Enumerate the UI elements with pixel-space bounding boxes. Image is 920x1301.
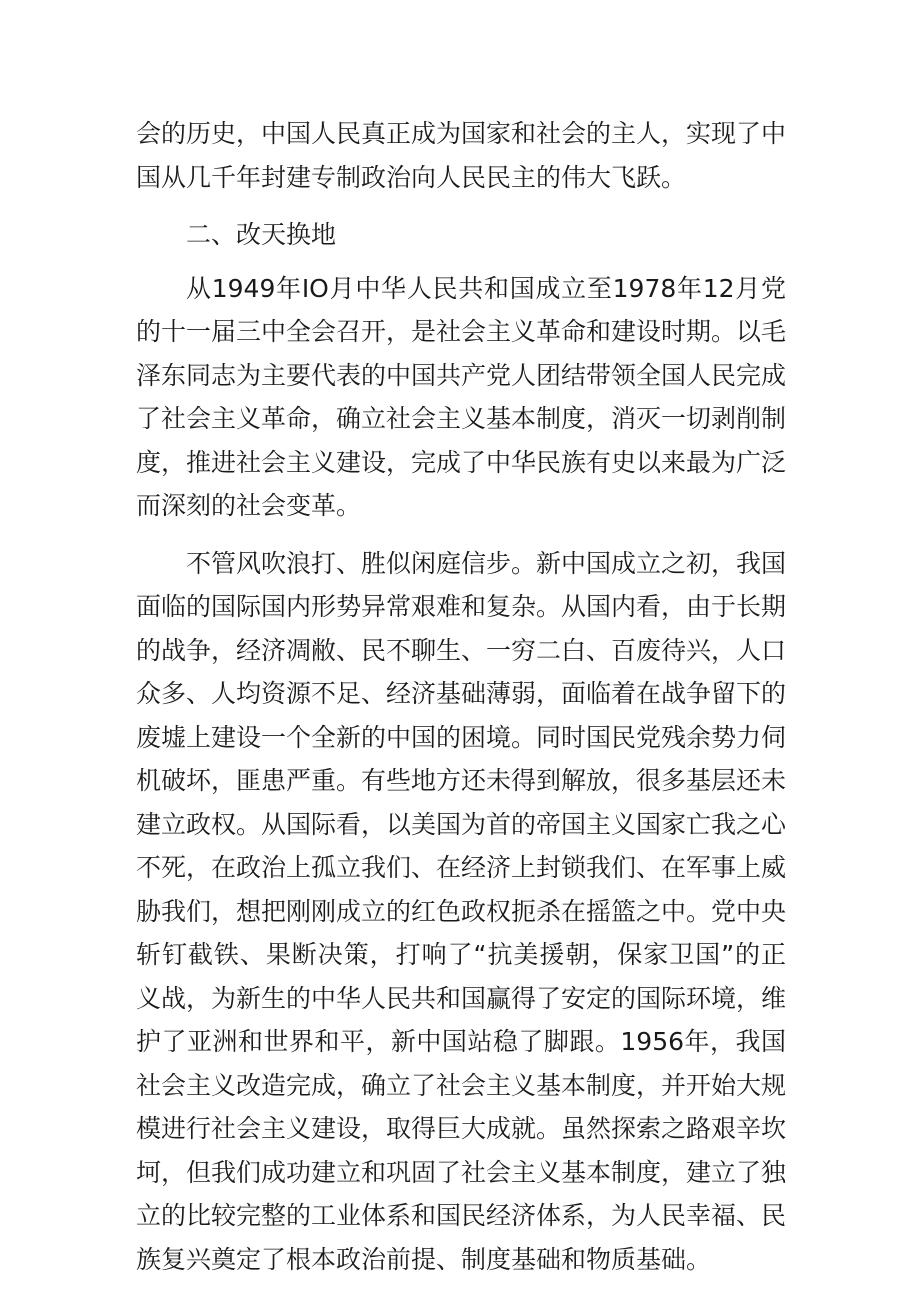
continued-paragraph: 会的历史，中国人民真正成为国家和社会的主人，实现了中国从几千年封建专制政治向人民民主的伟大飞跃。: [136, 119, 787, 192]
section-heading: 二、改天换地: [186, 220, 337, 249]
paragraph-early-challenges: 不管风吹浪打、胜似闲庭信步。新中国成立之初，我国面临的国际国内形势异常艰难和复杂。从国内看，由于长期的战争，经济凋敝、民不聊生、一穷二白、百废待兴，人口众多、人均资源不足、经济基础薄弱，面临着在战争留下的废墟上建设一个全新的中国的困境。同时国民党残余势力伺机破坏，匪患严重。有些地方还未得到解放，很多基层还未建立政权。从国际看，以美国为首的帝国主义国家亡我之心不死，在政治上孤立我们、在经济上封锁我们、在军事上威胁我们，想把刚刚成立的红色政权扼杀在摇篮之中。党中央斩钉截铁、果断决策，打响了“抗美援朝，保家卫国”的正义战，为新生的中华人民共和国赢得了安定的国际环境，维护了亚洲和世界和平，新中国站稳了脚跟。1956年，我国社会主义改造完成，确立了社会主义基本制度，并开始大规模进行社会主义建设，取得巨大成就。虽然探索之路艰辛坎坷，但我们成功建立和巩固了社会主义基本制度，建立了独立的比较完整的工业体系和国民经济体系，为人民幸福、民族复兴奠定了根本政治前提、制度基础和物质基础。: [136, 548, 787, 1274]
document-body: [136, 112, 786, 1281]
paragraph-period-overview: 从1949年IO月中华人民共和国成立至1978年12月党的十一届三中全会召开，是社会主义革命和建设时期。以毛泽东同志为主要代表的中国共产党人团结带领全国人民完成了社会主义革命，确立社会主义基本制度，消灭一切剥削制度，推进社会主义建设，完成了中华民族有史以来最为广泛而深刻的社会变革。: [136, 273, 787, 520]
